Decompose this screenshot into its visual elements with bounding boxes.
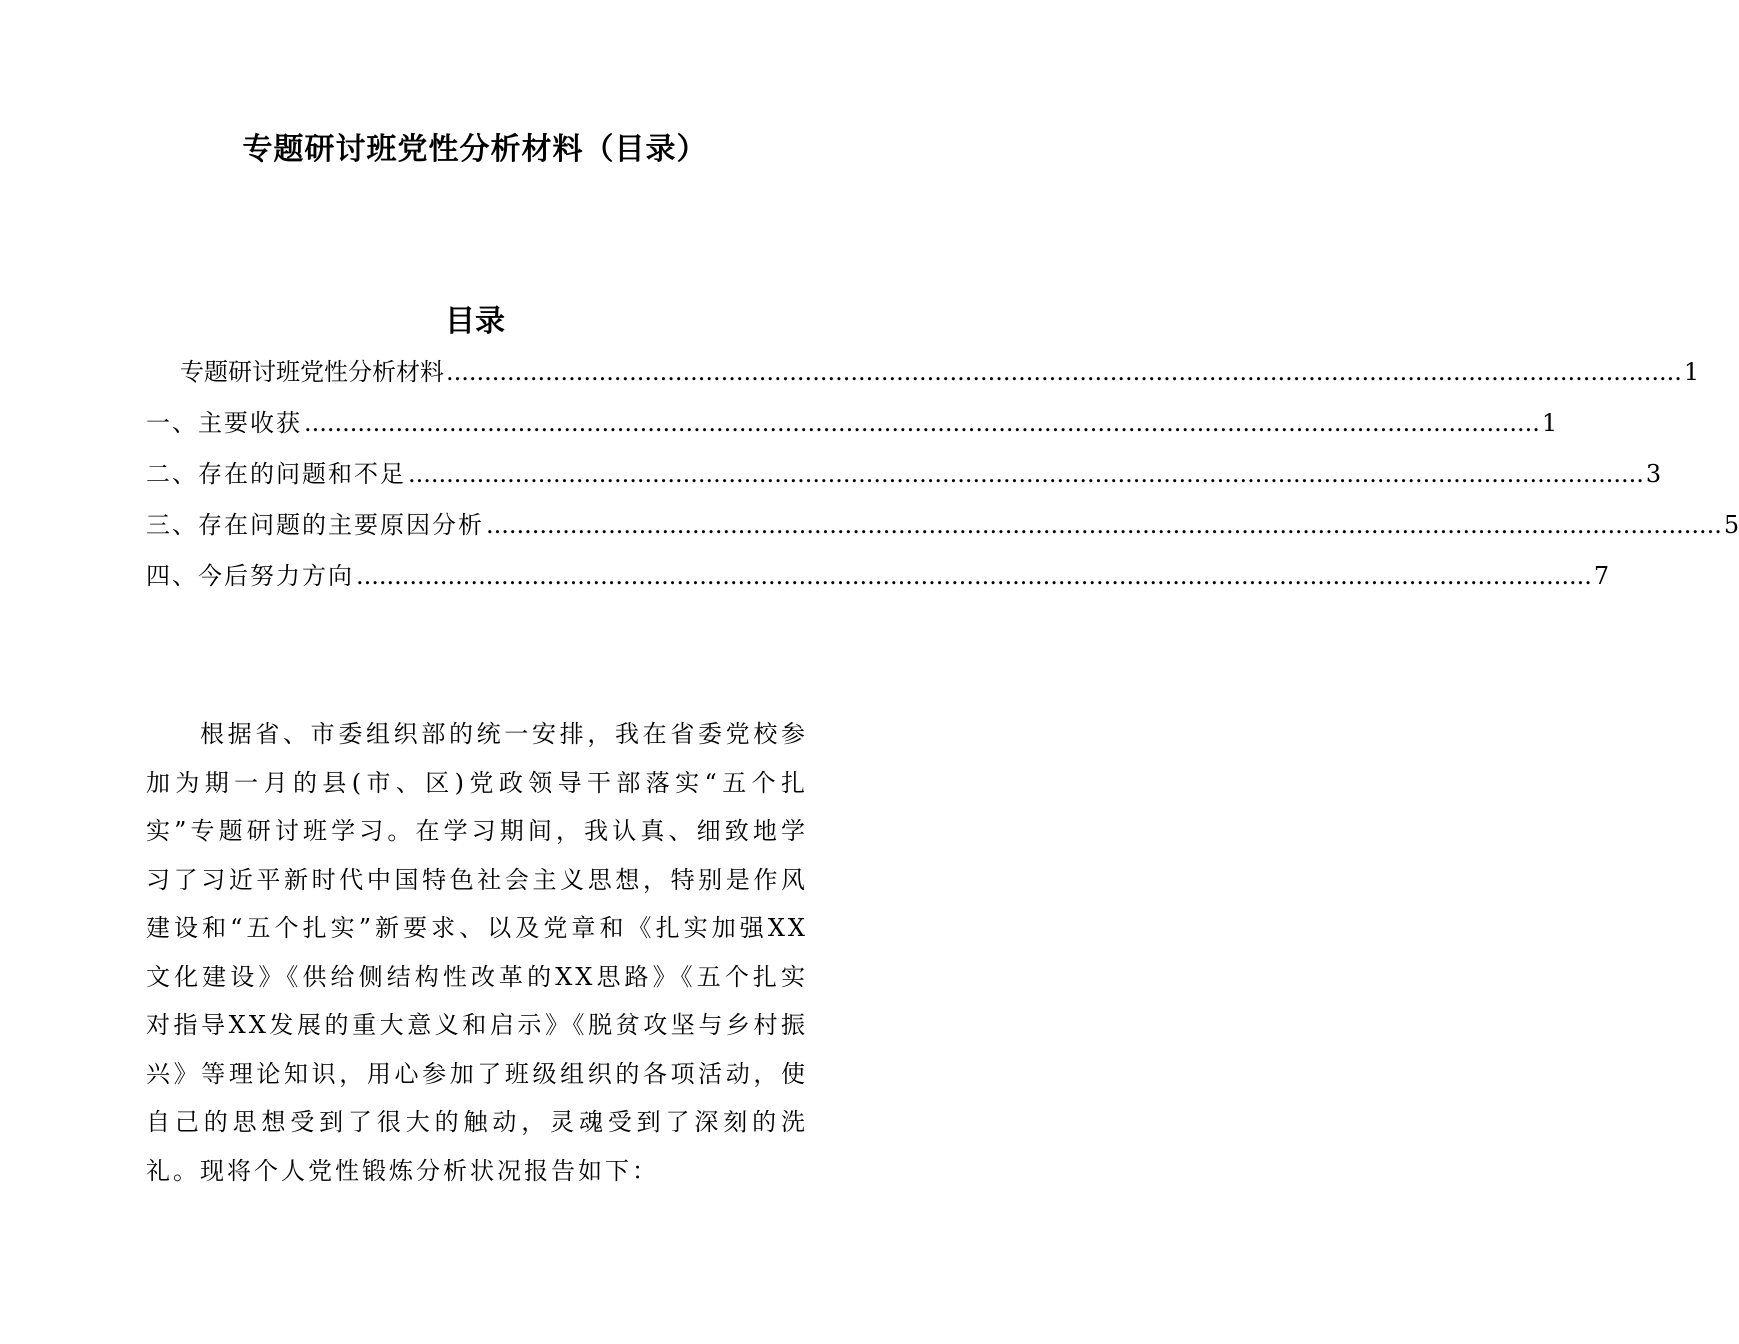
toc-entry-page: 1 <box>1683 358 1700 386</box>
toc-entry[interactable] <box>146 503 1739 554</box>
toc-entry[interactable] <box>146 401 1558 452</box>
toc-heading: 目录 <box>445 304 505 339</box>
toc-leader-dots: .................................................................................................................................................................. <box>356 562 1592 590</box>
toc-entry-page: 5 <box>1723 511 1739 539</box>
toc-entry-label: 二、存在的问题和不足 <box>146 460 406 488</box>
body-paragraph: 根据省、市委组织部的统一安排，我在省委党校参加为期一月的县(市、区)党政领导干部落实“五个扎实”专题研讨班学习。在学习期间，我认真、细致地学习了习近平新时代中国特色社会主义思想，特别是作风建设和“五个扎实”新要求、以及党章和《扎实加强XX文化建设》《供给侧结构性改革的XX思路》《五个扎实对指导XX发展的重大意义和启示》《脱贫攻坚与乡村振兴》等理论知识，用心参加了班级组织的各项活动，使自己的思想受到了很大的触动，灵魂受到了深刻的洗礼。现将个人党性锻炼分析状况报告如下： <box>146 720 808 1185</box>
table-of-contents <box>146 350 1739 605</box>
document-title: 专题研讨班党性分析材料（目录） <box>242 132 708 167</box>
toc-entry-page: 1 <box>1541 409 1558 437</box>
toc-entry-page: 3 <box>1645 460 1662 488</box>
toc-entry[interactable] <box>146 554 1610 605</box>
toc-entry-label: 专题研讨班党性分析材料 <box>180 358 444 386</box>
toc-entry-label: 一、主要收获 <box>146 409 302 437</box>
toc-entry-label: 四、今后努力方向 <box>146 562 354 590</box>
toc-leader-dots: .................................................................................................................................................................. <box>486 511 1722 539</box>
toc-leader-dots: .................................................................................................................................................................. <box>446 358 1682 386</box>
toc-entry-label: 三、存在问题的主要原因分析 <box>146 511 484 539</box>
toc-leader-dots: .................................................................................................................................................................. <box>304 409 1540 437</box>
toc-leader-dots: .................................................................................................................................................................. <box>408 460 1644 488</box>
toc-entry[interactable] <box>146 452 1662 503</box>
toc-entry[interactable] <box>146 350 1700 401</box>
toc-entry-page: 7 <box>1593 562 1610 590</box>
